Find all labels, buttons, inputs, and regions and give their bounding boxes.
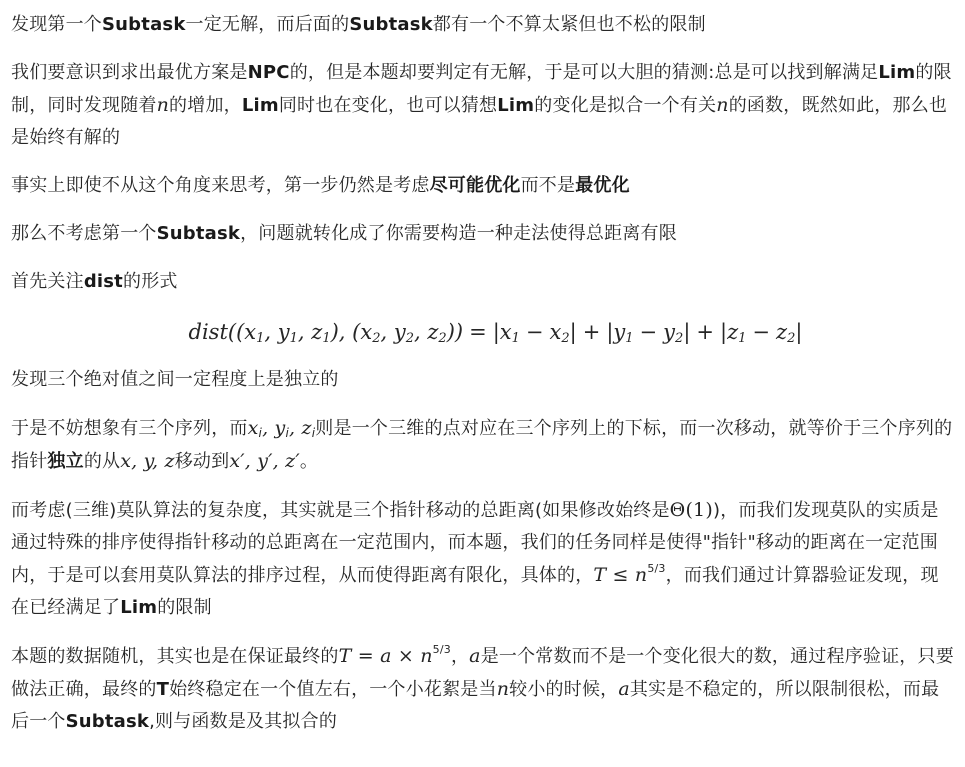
text: 发现三个绝对值之间一定程度上是独立的 bbox=[11, 369, 339, 390]
formula-part: | bbox=[569, 320, 577, 344]
text: 那么不考虑第一个 bbox=[11, 223, 157, 244]
bold-term: Subtask bbox=[156, 223, 241, 244]
minus-sign: − bbox=[752, 320, 771, 344]
bold-term: dist bbox=[83, 271, 123, 292]
formula-part: y bbox=[663, 320, 676, 344]
subscript: 2 bbox=[438, 331, 447, 346]
minus-sign: − bbox=[525, 320, 544, 344]
text: 其实是不稳定的，所以限制很松，而最后一个 bbox=[11, 679, 940, 732]
text: 而考虑(三维)莫队算法的复杂度，其实就是三个指针移动的总距离(如果修改始终是 bbox=[11, 500, 670, 521]
formula-part: ), (x bbox=[330, 320, 373, 344]
math-expr: T ≤ n bbox=[593, 564, 648, 586]
paragraph-optimize bbox=[11, 170, 955, 202]
subscript: 1 bbox=[738, 331, 747, 346]
minus-sign: − bbox=[639, 320, 658, 344]
text: 发现第一个 bbox=[11, 14, 102, 35]
text: 是一个常数而不是一个变化很大的数，通过程序验证，只要做法正确，最终的 bbox=[11, 646, 954, 700]
formula-part: , y bbox=[380, 320, 406, 344]
formula-part: |y bbox=[606, 320, 626, 344]
text: 我们要意识到求出最优方案是 bbox=[11, 62, 248, 83]
text: 移动到 bbox=[174, 451, 230, 472]
text: 的增加， bbox=[169, 95, 242, 116]
subscript: 1 bbox=[289, 331, 298, 346]
text: 事实上即使不从这个角度来思考，第一步仍然是考虑 bbox=[11, 175, 430, 196]
paragraph-independent bbox=[11, 364, 955, 396]
math-var: a bbox=[618, 678, 630, 700]
text: 。 bbox=[299, 451, 319, 472]
bold-term: Subtask bbox=[102, 14, 186, 35]
text: 的变化是拟合一个有关 bbox=[534, 95, 717, 116]
formula-part: )) bbox=[446, 320, 464, 344]
formula-part: x bbox=[549, 320, 562, 344]
math-var: , y bbox=[262, 417, 286, 439]
text: 都有一个不算太紧但也不松的限制 bbox=[432, 14, 706, 35]
text: 的形式 bbox=[123, 271, 178, 292]
text: ， bbox=[450, 646, 470, 667]
text: 始终稳定在一个值左右，一个小花絮是当 bbox=[169, 679, 497, 700]
text: 的限制 bbox=[157, 597, 212, 618]
paragraph-intro bbox=[11, 9, 955, 41]
paragraph-npc bbox=[11, 57, 955, 154]
bold-term: 独立 bbox=[47, 451, 84, 472]
math-var: x bbox=[247, 417, 259, 439]
paragraph-random-data bbox=[11, 640, 955, 738]
formula-part: dist((x bbox=[188, 320, 257, 344]
formula-part: , z bbox=[413, 320, 439, 344]
text: 的限制，同时发现随着 bbox=[11, 62, 952, 116]
text: 的从 bbox=[83, 451, 121, 472]
math-var: x, y, z bbox=[120, 450, 175, 472]
bold-term: Lim bbox=[878, 62, 916, 83]
text: ，而我们通过计算器验证发现，现在已经满足了 bbox=[11, 565, 939, 618]
paragraph-mo-algorithm bbox=[11, 494, 955, 624]
paragraph-construct bbox=[11, 218, 955, 250]
subscript: 2 bbox=[405, 331, 414, 346]
subscript: 1 bbox=[625, 331, 634, 346]
formula-part: z bbox=[776, 320, 788, 344]
subscript: 1 bbox=[511, 331, 520, 346]
formula-part: | bbox=[683, 320, 691, 344]
bold-term: 最优化 bbox=[575, 175, 630, 196]
text: 首先关注 bbox=[11, 271, 84, 292]
bold-term: Subtask bbox=[349, 14, 433, 35]
text: 本题的数据随机，其实也是在保证最终的 bbox=[11, 646, 339, 667]
text: 则是一个三维的点对应在三个序列上的下标，而一次移动，就等价于三个序列的指针 bbox=[11, 418, 953, 472]
formula-part: |x bbox=[492, 320, 512, 344]
math-expr: T = a × n bbox=[338, 645, 433, 667]
text: 的函数，既然如此，那么也是始终有解的 bbox=[11, 95, 948, 148]
text: 于是不妨想象有三个序列，而 bbox=[11, 418, 248, 439]
math-var: n bbox=[716, 94, 729, 116]
formula-part: |z bbox=[720, 320, 739, 344]
text: ,则与函数是及其拟合的 bbox=[149, 711, 338, 732]
text: 的，但是本题却要判定有无解，于是可以大胆的猜测:总是可以找到解满足 bbox=[289, 62, 879, 83]
subscript: 2 bbox=[675, 331, 684, 346]
subscript: 2 bbox=[561, 331, 570, 346]
text: 一定无解，而后面的 bbox=[185, 14, 350, 35]
paragraph-sequences bbox=[11, 412, 955, 478]
superscript: 5/3 bbox=[647, 562, 666, 575]
math-var: n bbox=[156, 94, 170, 116]
text: )，而我们发现莫队的实质是通过特殊的排序使得指针移动的总距离在一定范围内，而本题，我们的任务同样是使得"指针"移动的距离在一定范围内，于是可以套用莫队算法的排序过程，从而使得距离有限化，具体的， bbox=[11, 500, 939, 586]
math-var: n bbox=[496, 678, 510, 700]
superscript: 5/3 bbox=[432, 643, 451, 656]
dist-formula bbox=[11, 314, 955, 350]
plus-sign: + bbox=[582, 320, 601, 344]
bold-term: Subtask bbox=[65, 711, 150, 732]
subscript: i bbox=[311, 426, 316, 440]
bold-term: T bbox=[156, 679, 170, 700]
bold-term: 尽可能优化 bbox=[429, 175, 521, 196]
formula-part: , y bbox=[264, 320, 290, 344]
subscript: 1 bbox=[322, 331, 331, 346]
equals-sign: = bbox=[469, 320, 487, 344]
text: ，问题就转化成了你需要构造一种走法使得总距离有限 bbox=[240, 223, 677, 244]
math-var: a bbox=[469, 645, 481, 667]
math-var: x′, y′, z′ bbox=[229, 450, 300, 472]
bold-term: Lim bbox=[497, 95, 535, 116]
subscript: 1 bbox=[256, 331, 265, 346]
text: 较小的时候， bbox=[509, 679, 619, 700]
bold-term: Lim bbox=[241, 95, 279, 116]
subscript: i bbox=[285, 426, 290, 440]
bold-term: NPC bbox=[247, 62, 290, 83]
bold-term: Lim bbox=[120, 597, 158, 618]
subscript: 2 bbox=[787, 331, 796, 346]
plus-sign: + bbox=[696, 320, 714, 344]
formula-part: , z bbox=[297, 320, 323, 344]
subscript: i bbox=[258, 426, 263, 440]
formula-part: | bbox=[795, 320, 803, 344]
math-var: , z bbox=[289, 417, 312, 439]
text: 而不是 bbox=[520, 175, 576, 196]
math-expr: Θ(1) bbox=[669, 499, 713, 521]
subscript: 2 bbox=[372, 331, 381, 346]
paragraph-dist bbox=[11, 266, 955, 298]
text: 同时也在变化，也可以猜想 bbox=[278, 95, 498, 116]
